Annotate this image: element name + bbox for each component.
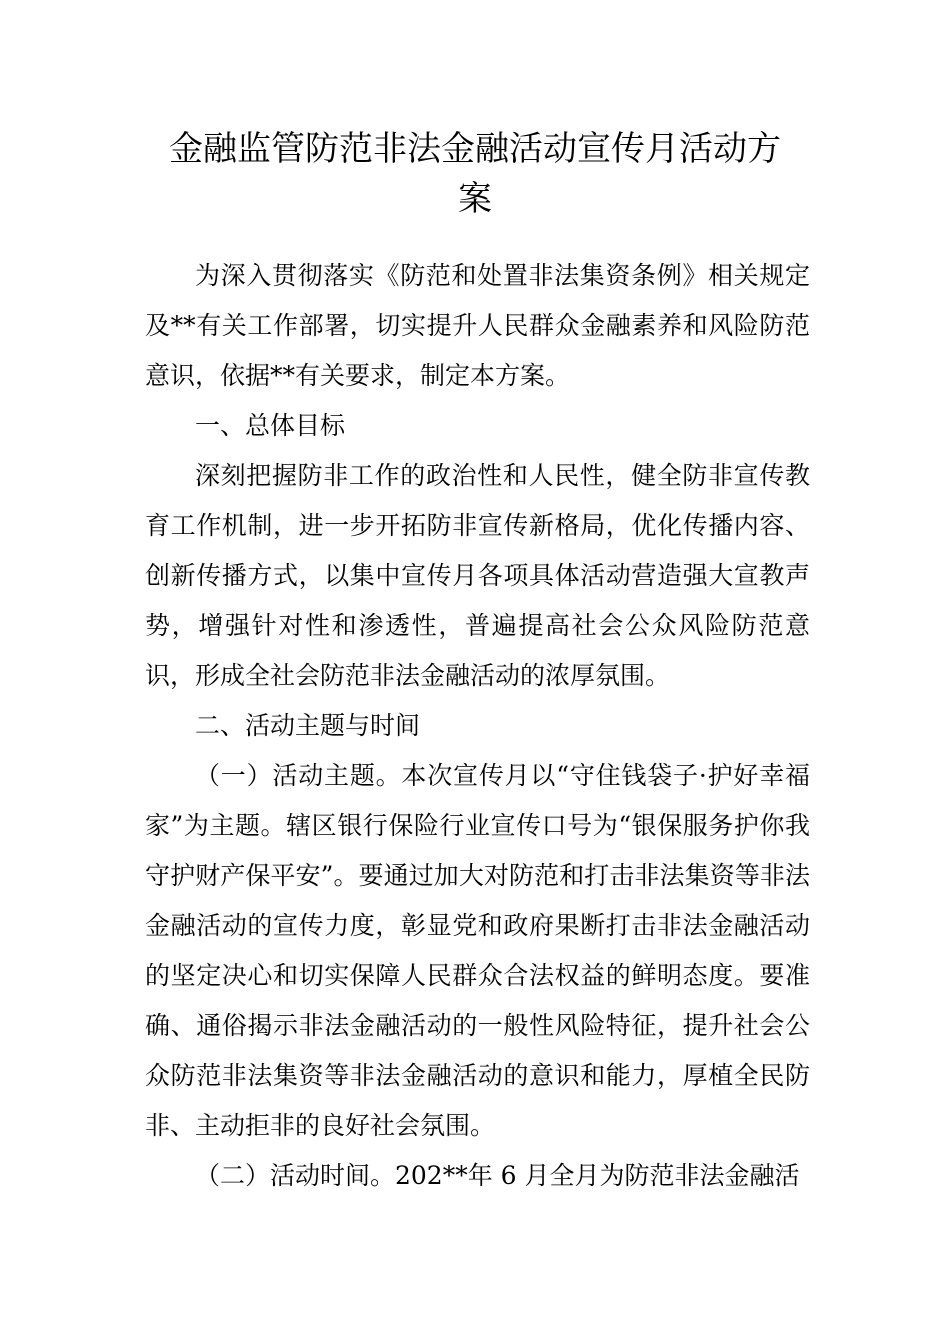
goals-paragraph: 深刻把握防非工作的政治性和人民性，健全防非宣传教育工作机制，进一步开拓防非宣传新格局，优化传播内容、创新传播方式，以集中宣传月各项具体活动营造强大宣教声势，增强针对性和渗透性，普遍提高社会公众风险防范意识，形成全社会防范非法金融活动的浓厚氛围。 (145, 461, 810, 690)
theme-paragraph: （一）活动主题。本次宣传月以“守住钱袋子·护好幸福家”为主题。辖区银行保险行业宣传口号为“银保服务护你我守护财产保平安”。要通过加大对防范和打击非法集资等非法金融活动的宣传力度，彰显党和政府果断打击非法金融活动的坚定决心和切实保障人民群众合法权益的鲜明态度。要准确、通俗揭示非法金融活动的一般性风险特征，提升社会公众防范非法集资等非法金融活动的意识和能力，厚植全民防非、主动拒非的良好社会氛围。 (145, 761, 810, 1140)
title-line-2: 案 (458, 179, 492, 219)
intro-paragraph: 为深入贯彻落实《防范和处置非法集资条例》相关规定及**有关工作部署，切实提升人民群众金融素养和风险防范意识，依据**有关要求，制定本方案。 (145, 261, 810, 390)
section-heading-theme-time: 二、活动主题与时间 (195, 711, 421, 740)
title-line-1: 金融监管防范非法金融活动宣传月活动方 (169, 129, 781, 169)
time-paragraph: （二）活动时间。202**年 6 月全月为防范非法金融活 (195, 1161, 800, 1190)
document-title (140, 124, 810, 224)
section-heading-goals: 一、总体目标 (195, 411, 346, 440)
